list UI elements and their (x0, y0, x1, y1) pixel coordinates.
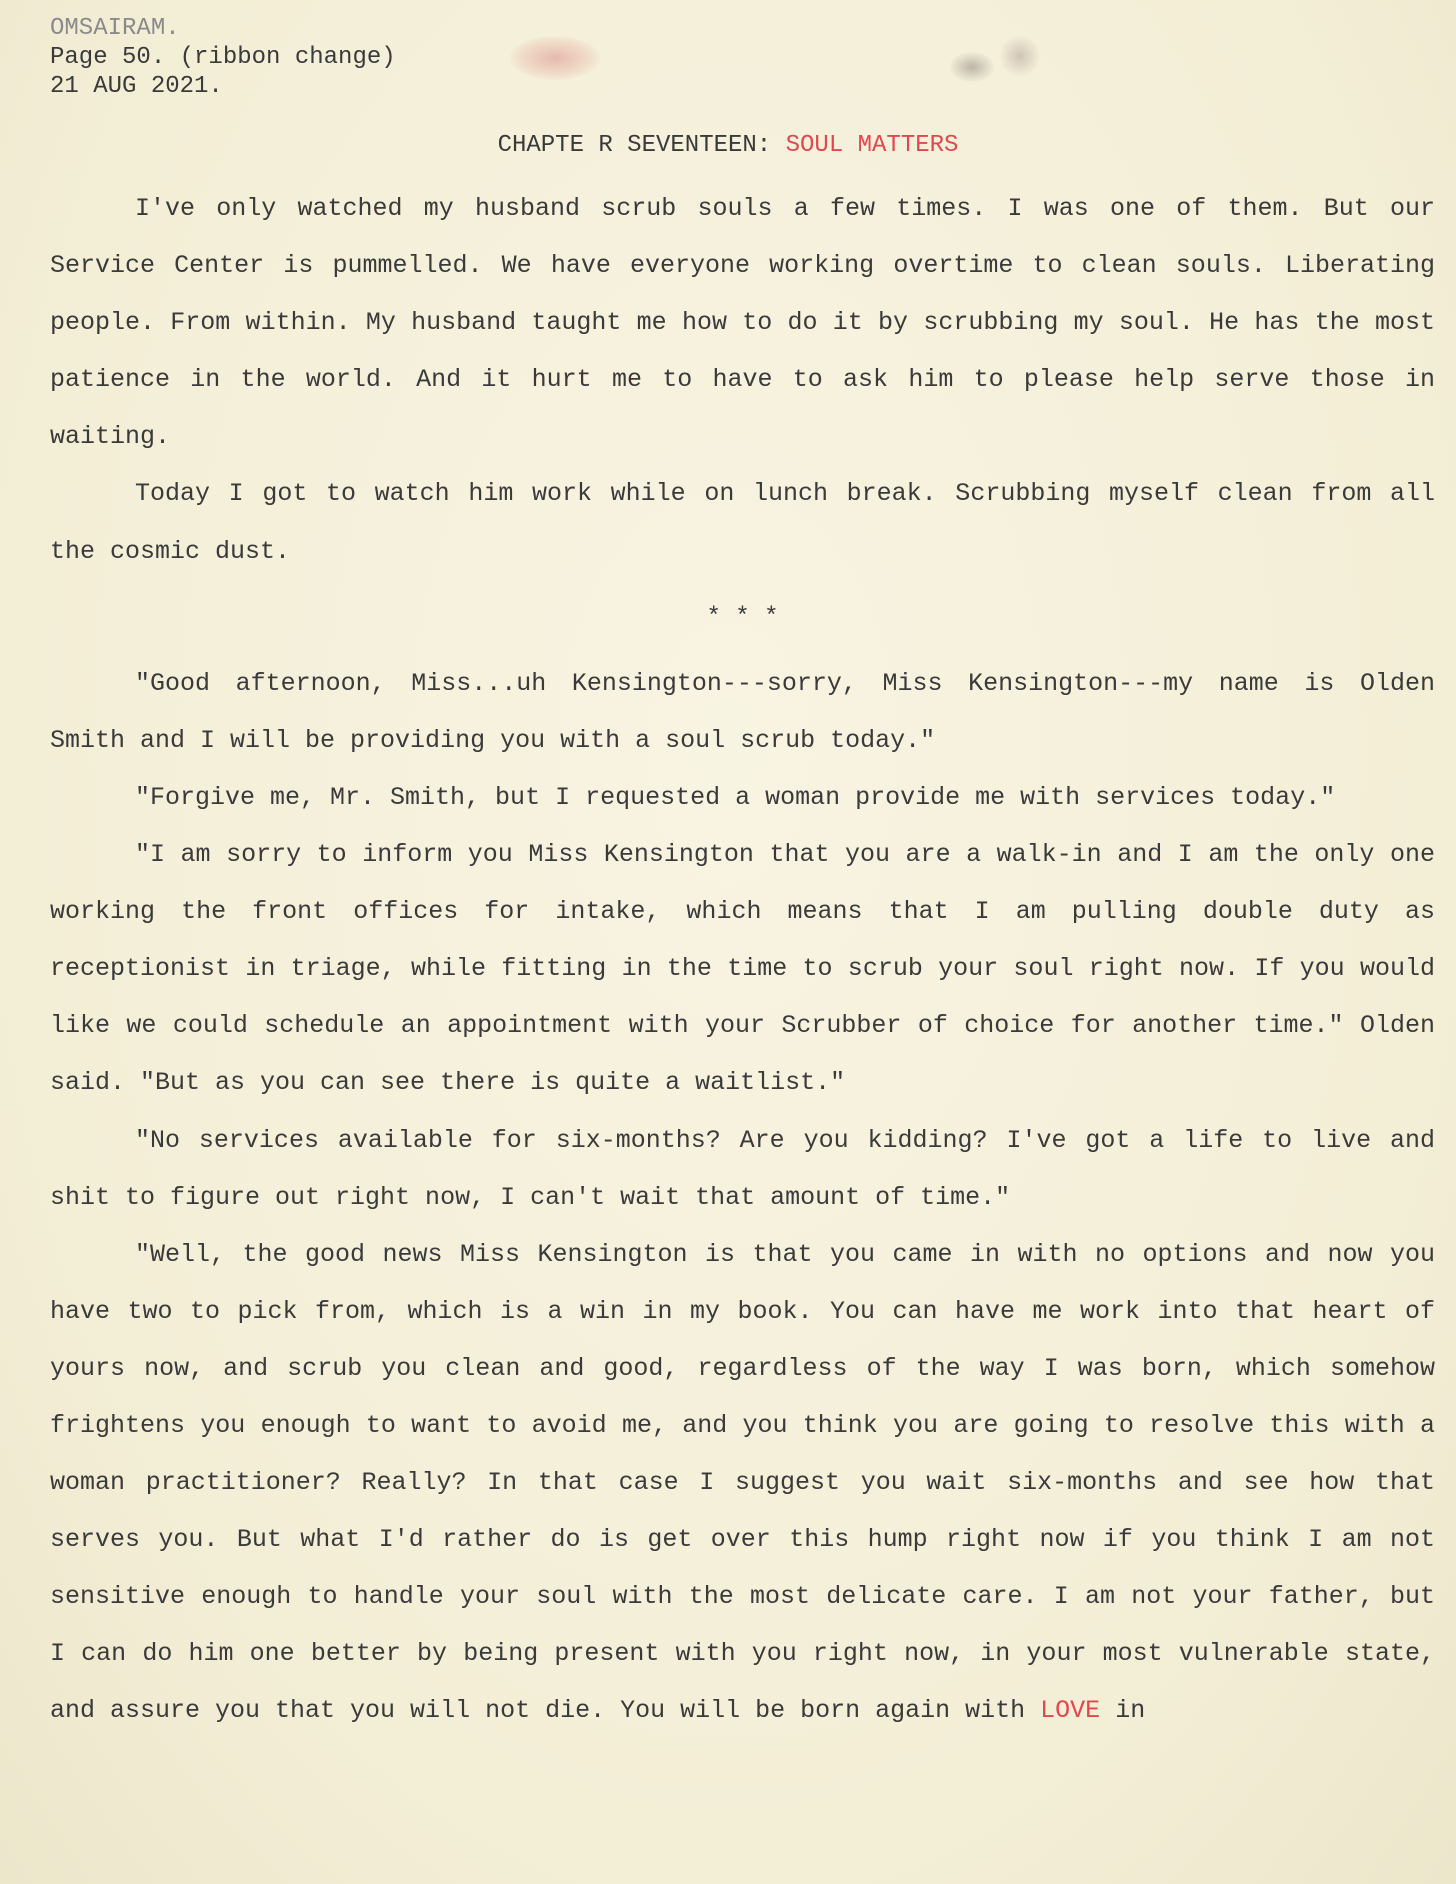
chapter-title (0, 132, 1456, 159)
chapter-label: CHAPTE R SEVENTEEN: (497, 132, 786, 159)
document-body (50, 180, 1435, 1740)
grey-ink-smudge-2 (1000, 36, 1040, 76)
chapter-subtitle: SOUL MATTERS (785, 132, 959, 159)
paragraph-7-text: "Well, the good news Miss Kensington is that you came in with no options and now you have two to pick from, which is a win in my book. You can have me work into that heart of yours now, and scrub you clean and good, regardless of the way I was born, which somehow frightens you enough to want to avoid me, and you think you are going to resolve this with a woman practitioner? Really? In that case I suggest you wait six-months and see how that serves you. But what I'd rather do is get over this hump right now if you think I am not sensitive enough to handle your soul with the most delicate care. I am not your father, but I can do him one better by being present with you right now, in your most vulnerable state, and assure you that you will not die. You will be born again with (50, 1239, 1435, 1726)
paragraph-2: Today I got to watch him work while on lunch break. Scrubbing myself clean from all the cosmic dust. (50, 479, 1435, 566)
paragraph-3: "Good afternoon, Miss...uh Kensington---sorry, Miss Kensington---my name is Olden Smith and I will be providing you with a soul scrub today." (50, 668, 1435, 755)
paragraph-6: "No services available for six-months? Are you kidding? I've got a life to live and shit to figure out right now, I can't wait that amount of time." (50, 1125, 1435, 1212)
paragraph-4: "Forgive me, Mr. Smith, but I requested a woman provide me with services today." (135, 782, 1336, 812)
red-ink-smudge (510, 36, 600, 80)
paragraph-7-end: in (1100, 1696, 1146, 1726)
grey-ink-smudge (950, 52, 994, 82)
header-line-3: 21 AUG 2021. (50, 73, 223, 100)
paragraph-7 (50, 1226, 1435, 1740)
header-line-1: OMSAIRAM. (50, 15, 180, 42)
section-separator: * * * (706, 603, 779, 631)
paragraph-5: "I am sorry to inform you Miss Kensington that you are a walk-in and I am the only one working the front offices for intake, which means that I am pulling double duty as receptionist in triage, while fitting in the time to scrub your soul right now. If you would like we could schedule an appointment with your Scrubber of choice for another time." Olden said. "But as you can see there is quite a waitlist." (50, 840, 1435, 1098)
paragraph-1: I've only watched my husband scrub souls a few times. I was one of them. But our Service Center is pummelled. We have everyone working overtime to clean souls. Liberating people. From within. My husband taught me how to do it by scrubbing my soul. He has the most patience in the world. And it hurt me to have to ask him to please help serve those in waiting. (50, 194, 1435, 452)
love-word: LOVE (1040, 1696, 1101, 1726)
page-header (50, 14, 396, 101)
header-line-2: Page 50. (ribbon change) (50, 44, 396, 71)
